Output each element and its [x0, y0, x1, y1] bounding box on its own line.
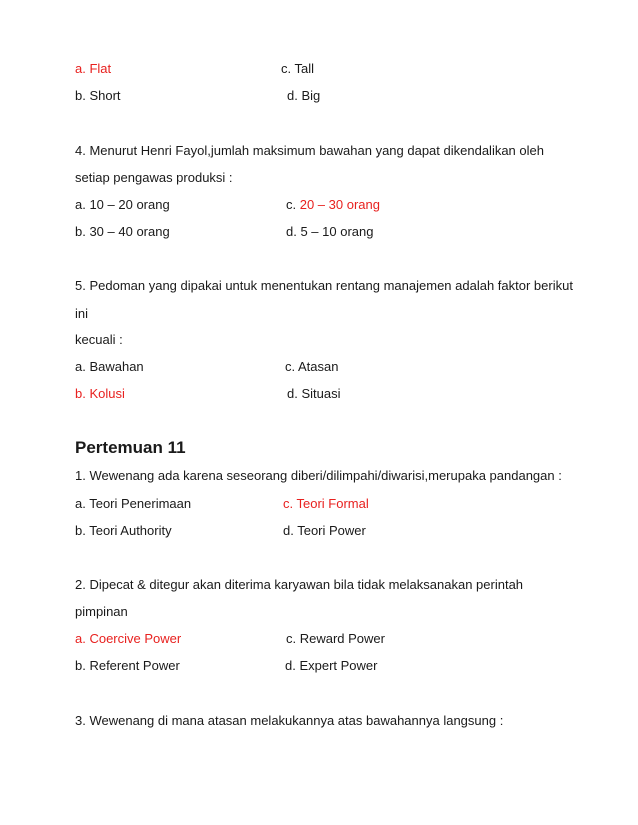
q3-option-c: c. Tall	[281, 61, 314, 76]
p11-q2-option-d: d. Expert Power	[285, 658, 378, 673]
q4-option-c-prefix: c.	[286, 197, 300, 212]
p11-q2-question-line2: pimpinan	[75, 604, 128, 619]
q4-option-b: b. 30 – 40 orang	[75, 224, 170, 239]
section-heading: Pertemuan 11	[75, 438, 186, 457]
q5-option-a: a. Bawahan	[75, 359, 144, 374]
q5-question-line2: ini	[75, 306, 89, 321]
q4-question-line1: 4. Menurut Henri Fayol,jumlah maksimum bawahan yang dapat dikendalikan oleh	[75, 143, 544, 158]
q5-option-b: b. Kolusi	[75, 386, 125, 401]
q4-option-d: d. 5 – 10 orang	[286, 224, 374, 239]
q4-option-a: a. 10 – 20 orang	[75, 197, 170, 212]
q5-question-line3: kecuali :	[75, 332, 123, 347]
p11-q1-option-c: c. Teori Formal	[283, 496, 369, 511]
p11-q3-question: 3. Wewenang di mana atasan melakukannya atas bawahannya langsung :	[75, 713, 504, 728]
q3-option-b: b. Short	[75, 88, 121, 103]
q5-option-c: c. Atasan	[285, 359, 339, 374]
q3-option-a: a. Flat	[75, 61, 112, 76]
q4-option-c-answer: 20 – 30 orang	[299, 197, 380, 212]
p11-q1-option-a: a. Teori Penerimaan	[75, 496, 192, 511]
p11-q1-option-b: b. Teori Authority	[75, 523, 172, 538]
q4-option-c	[286, 197, 380, 213]
p11-q2-option-c: c. Reward Power	[286, 631, 385, 646]
p11-q2-option-b: b. Referent Power	[75, 658, 180, 673]
p11-q1-question: 1. Wewenang ada karena seseorang diberi/dilimpahi/diwarisi,merupaka pandangan :	[75, 468, 562, 483]
q5-question-line1: 5. Pedoman yang dipakai untuk menentukan rentang manajemen adalah faktor berikut	[75, 278, 573, 293]
q5-option-d: d. Situasi	[287, 386, 341, 401]
p11-q1-option-d: d. Teori Power	[283, 523, 366, 538]
p11-q2-option-a: a. Coercive Power	[75, 631, 182, 646]
q3-option-d: d. Big	[287, 88, 321, 103]
q4-question-line2: setiap pengawas produksi :	[75, 170, 233, 185]
p11-q2-question-line1: 2. Dipecat & ditegur akan diterima karyawan bila tidak melaksanakan perintah	[75, 577, 524, 592]
